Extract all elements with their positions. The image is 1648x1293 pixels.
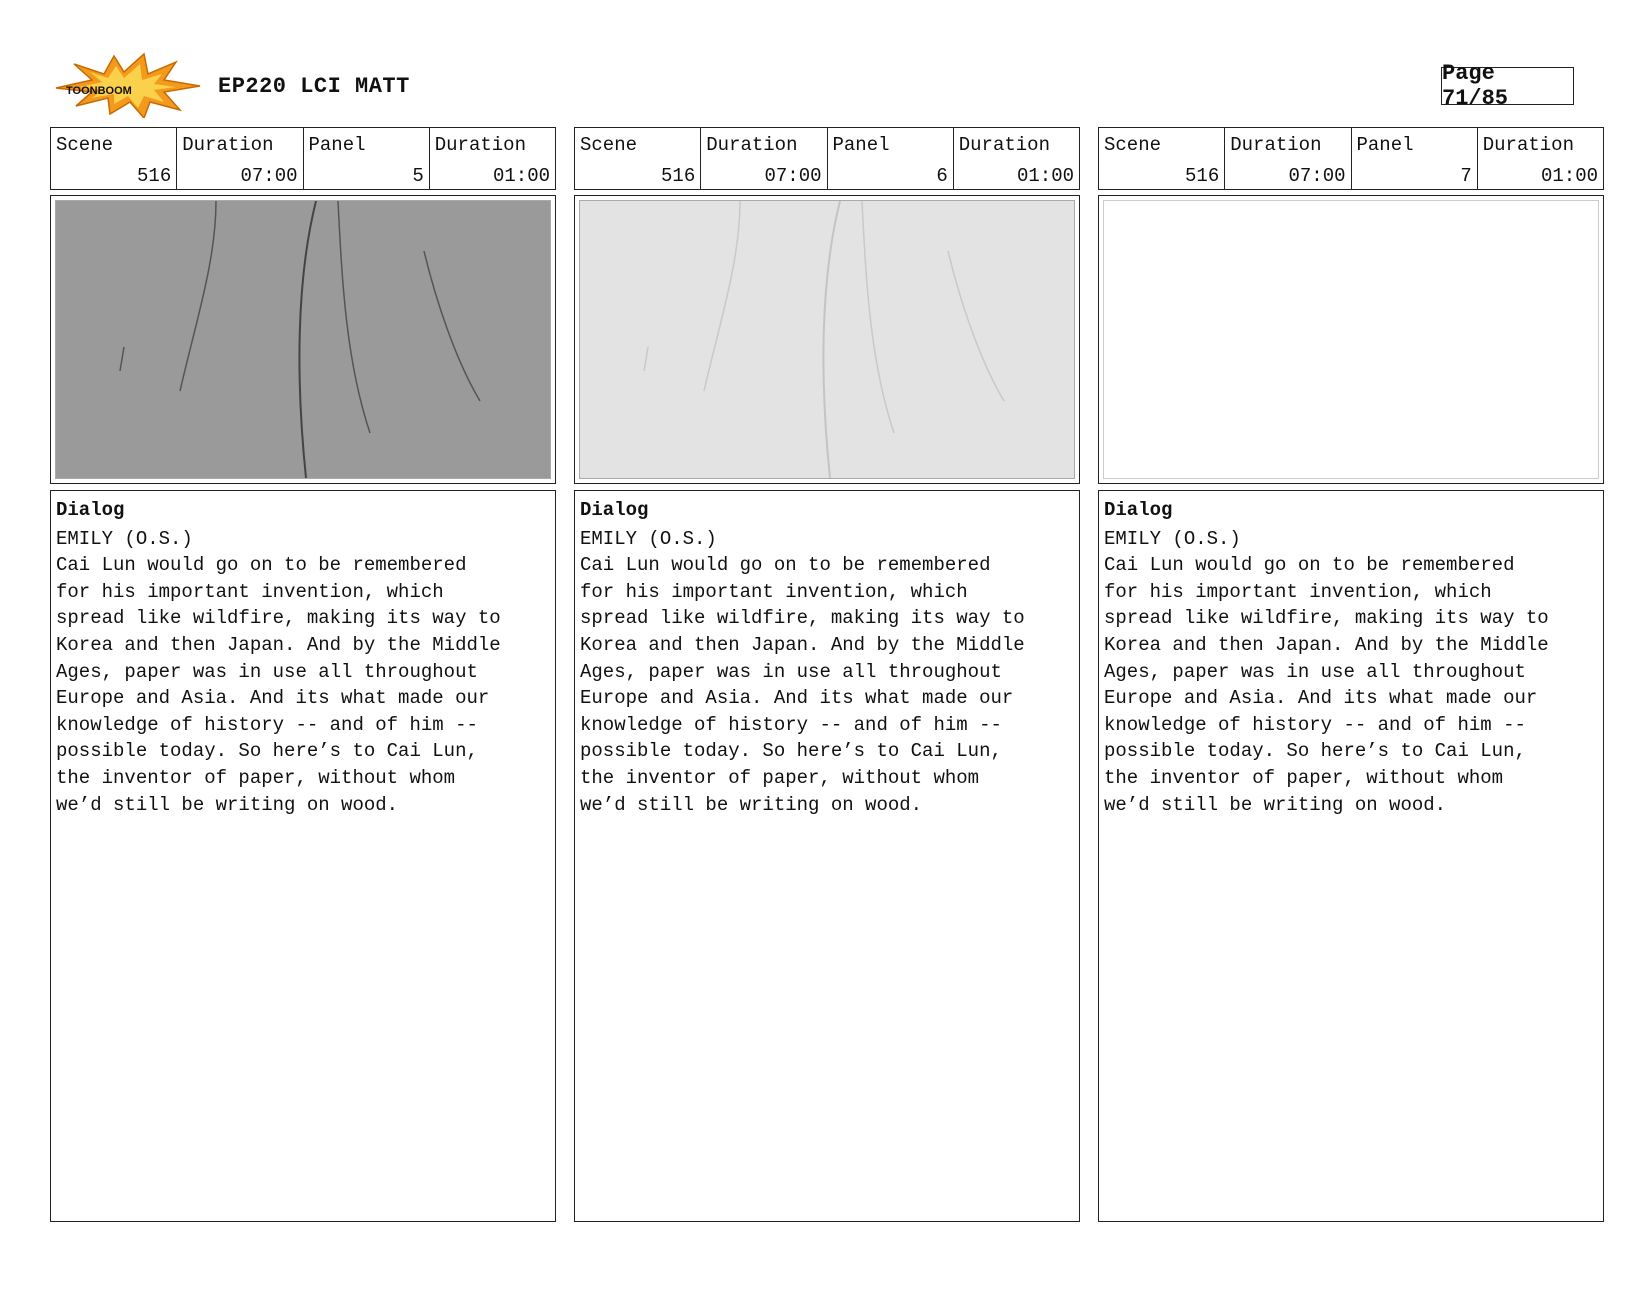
scene-duration-value: 07:00	[1288, 165, 1346, 187]
dialog-line: we’d still be writing on wood.	[1104, 793, 1447, 816]
panel-cell	[1352, 128, 1478, 189]
dialog-line: Europe and Asia. And its what made our	[1104, 687, 1538, 710]
panel-info-table	[1098, 127, 1604, 190]
dialog-line: the inventor of paper, without whom	[580, 766, 980, 789]
dialog-line: the inventor of paper, without whom	[56, 766, 456, 789]
panel-duration-label: Duration	[1482, 134, 1574, 156]
scene-duration-label: Duration	[182, 134, 274, 156]
dialog-line: Ages, paper was in use all throughout	[56, 660, 478, 683]
panel-duration-value: 01:00	[492, 165, 550, 187]
dialog-line: the inventor of paper, without whom	[1104, 766, 1504, 789]
panel-image-frame	[574, 195, 1080, 484]
dialog-box	[50, 490, 556, 1222]
scene-cell	[1099, 128, 1225, 189]
panel-value: 6	[936, 165, 948, 187]
panel-label: Panel	[308, 134, 366, 156]
dialog-line: spread like wildfire, making its way to	[1104, 607, 1549, 630]
dialog-heading: Dialog	[56, 499, 125, 521]
panel-info-table	[50, 127, 556, 190]
dialog-box	[574, 490, 1080, 1222]
panel-image	[579, 200, 1075, 479]
panel-image-frame	[50, 195, 556, 484]
scene-duration-cell	[701, 128, 827, 189]
scene-cell	[575, 128, 701, 189]
scene-value: 516	[661, 165, 696, 187]
scene-label: Scene	[56, 134, 114, 156]
panel-duration-label: Duration	[958, 134, 1050, 156]
dialog-line: for his important invention, which	[580, 580, 968, 603]
dialog-line: we’d still be writing on wood.	[56, 793, 399, 816]
logo-starburst-icon	[52, 52, 202, 118]
scene-duration-label: Duration	[706, 134, 798, 156]
dialog-line: Cai Lun would go on to be remembered	[56, 554, 467, 577]
panel-value: 7	[1460, 165, 1472, 187]
scene-duration-value: 07:00	[764, 165, 822, 187]
dialog-line: Korea and then Japan. And by the Middle	[56, 633, 501, 656]
panel-cell	[828, 128, 954, 189]
dialog-line: Cai Lun would go on to be remembered	[580, 554, 991, 577]
panel-column-5	[50, 127, 556, 1222]
scene-value: 516	[1185, 165, 1220, 187]
dialog-line: Ages, paper was in use all throughout	[1104, 660, 1526, 683]
dialog-line: Europe and Asia. And its what made our	[580, 687, 1014, 710]
dialog-speaker: EMILY (O.S.)	[1104, 527, 1241, 550]
dialog-box	[1098, 490, 1604, 1222]
panel-cell	[304, 128, 430, 189]
panel-duration-cell	[954, 128, 1079, 189]
scene-cell	[51, 128, 177, 189]
logo-text: TOONBOOM	[66, 85, 132, 97]
panel-label: Panel	[1356, 134, 1414, 156]
dialog-speaker: EMILY (O.S.)	[56, 527, 193, 550]
panel-image-frame	[1098, 195, 1604, 484]
sketch-lines-icon	[56, 201, 550, 478]
scene-duration-label: Duration	[1230, 134, 1322, 156]
dialog-line: Cai Lun would go on to be remembered	[1104, 554, 1515, 577]
panel-value: 5	[412, 165, 424, 187]
dialog-heading: Dialog	[1104, 499, 1173, 521]
dialog-line: Korea and then Japan. And by the Middle	[580, 633, 1025, 656]
dialog-line: knowledge of history -- and of him --	[580, 713, 1002, 736]
dialog-heading: Dialog	[580, 499, 649, 521]
panel-info-table	[574, 127, 1080, 190]
dialog-line: spread like wildfire, making its way to	[580, 607, 1025, 630]
panel-duration-label: Duration	[434, 134, 526, 156]
dialog-line: for his important invention, which	[1104, 580, 1492, 603]
dialog-line: knowledge of history -- and of him --	[1104, 713, 1526, 736]
panel-duration-cell	[1478, 128, 1603, 189]
page-number: Page 71/85	[1441, 67, 1574, 105]
scene-duration-cell	[1225, 128, 1351, 189]
panel-column-7	[1098, 127, 1604, 1222]
dialog-line: knowledge of history -- and of him --	[56, 713, 478, 736]
panel-duration-value: 01:00	[1540, 165, 1598, 187]
dialog-line: possible today. So here’s to Cai Lun,	[56, 740, 478, 763]
panel-column-6	[574, 127, 1080, 1222]
dialog-line: possible today. So here’s to Cai Lun,	[1104, 740, 1526, 763]
dialog-line: Korea and then Japan. And by the Middle	[1104, 633, 1549, 656]
scene-duration-value: 07:00	[240, 165, 298, 187]
dialog-line: for his important invention, which	[56, 580, 444, 603]
panel-duration-value: 01:00	[1016, 165, 1074, 187]
toonboom-logo	[52, 52, 202, 118]
panel-label: Panel	[832, 134, 890, 156]
panel-image	[1103, 200, 1599, 479]
panel-image	[55, 200, 551, 479]
scene-label: Scene	[1104, 134, 1162, 156]
scene-label: Scene	[580, 134, 638, 156]
episode-title: EP220 LCI MATT	[218, 74, 410, 99]
dialog-line: spread like wildfire, making its way to	[56, 607, 501, 630]
dialog-line: possible today. So here’s to Cai Lun,	[580, 740, 1002, 763]
dialog-line: Europe and Asia. And its what made our	[56, 687, 490, 710]
sketch-lines-icon	[580, 201, 1074, 478]
dialog-line: Ages, paper was in use all throughout	[580, 660, 1002, 683]
dialog-speaker: EMILY (O.S.)	[580, 527, 717, 550]
panel-duration-cell	[430, 128, 555, 189]
scene-value: 516	[137, 165, 172, 187]
dialog-line: we’d still be writing on wood.	[580, 793, 923, 816]
scene-duration-cell	[177, 128, 303, 189]
